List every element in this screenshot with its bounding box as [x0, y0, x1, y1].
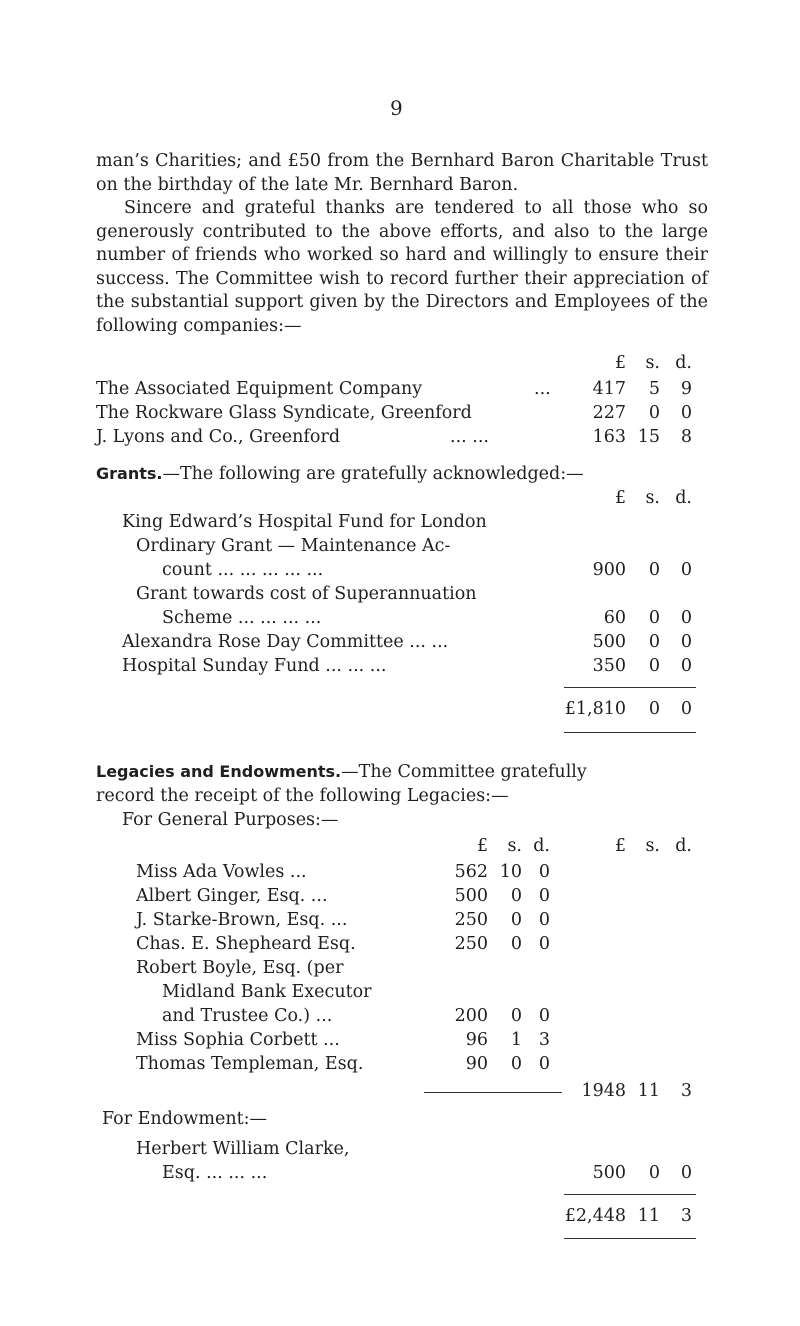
grant-pounds: 900	[592, 560, 626, 580]
grants-heading: Grants.	[96, 464, 163, 483]
legacy-pounds: 562	[454, 862, 488, 882]
page-number: 9	[390, 96, 403, 120]
legacy-pounds: 500	[454, 886, 488, 906]
legacies-total-rule-top	[564, 1194, 696, 1195]
company-shillings: 5	[648, 379, 660, 399]
header-shilling: s.	[645, 353, 660, 373]
header-pound: £	[476, 836, 488, 856]
legacy-pence: 0	[538, 862, 550, 882]
legacy-name-line2: Midland Bank Executor	[162, 982, 372, 1002]
grants-intro: —The following are gratefully acknowledged:—	[162, 464, 584, 484]
header-pence: d.	[675, 353, 692, 373]
endowment-pounds: 500	[592, 1163, 626, 1183]
company-pence: 0	[680, 403, 692, 423]
legacy-shillings: 0	[510, 886, 522, 906]
grant-shillings: 0	[648, 560, 660, 580]
legacy-pounds: 90	[465, 1054, 488, 1074]
grant-pounds: 60	[603, 608, 626, 628]
endowment-line: Esq. ... ... ...	[162, 1163, 268, 1183]
grants-heading-line	[96, 464, 584, 484]
grant-pounds: 500	[592, 632, 626, 652]
company-pounds: 417	[592, 379, 626, 399]
legacies-total-pounds: £2,448	[564, 1206, 626, 1226]
company-pounds: 163	[592, 427, 626, 447]
endowment-pence: 0	[680, 1163, 692, 1183]
legacies-heading-line	[96, 762, 587, 782]
legacies-total-shillings: 11	[637, 1206, 660, 1226]
legacies-total-rule-bottom	[564, 1238, 696, 1239]
legacy-pence: 0	[538, 1006, 550, 1026]
company-name: The Rockware Glass Syndicate, Greenford	[96, 403, 472, 423]
endowment-line: Herbert William Clarke,	[136, 1139, 350, 1159]
legacies-subtotal-pounds: 1948	[581, 1081, 626, 1101]
grant-line: Ordinary Grant — Maintenance Ac-	[136, 536, 451, 556]
company-pence: 8	[680, 427, 692, 447]
header-shilling: s.	[645, 488, 660, 508]
grant-line: count ... ... ... ... ...	[162, 560, 324, 580]
legacy-pence: 0	[538, 910, 550, 930]
grant-shillings: 0	[648, 632, 660, 652]
company-name: J. Lyons and Co., Greenford	[96, 427, 341, 447]
company-pence: 9	[680, 379, 692, 399]
legacy-pence: 0	[538, 1054, 550, 1074]
grant-line: Hospital Sunday Fund ... ... ...	[122, 656, 387, 676]
grants-total-pence: 0	[680, 699, 692, 719]
header-pence: d.	[675, 488, 692, 508]
legacies-intro: —The Committee gratefully	[341, 762, 587, 782]
grant-shillings: 0	[648, 608, 660, 628]
company-shillings: 15	[637, 427, 660, 447]
header-pound: £	[614, 836, 626, 856]
grants-total-shillings: 0	[648, 699, 660, 719]
intro-paragraph-2: Sincere and grateful thanks are tendered to all those who so generously contributed to the above efforts, and also to the large number of friends who worked so hard and willingly to ensure their success. The Committee wish to record further their appreciation of the substantial support given by the Directors and Employees of the following companies:—	[96, 198, 708, 336]
grant-line: Scheme ... ... ... ...	[162, 608, 322, 628]
legacy-name: Chas. E. Shepheard Esq.	[136, 934, 356, 954]
dot-leader: ... ...	[450, 427, 489, 447]
grant-pounds: 350	[592, 656, 626, 676]
dot-leader: ...	[534, 379, 551, 399]
legacy-shillings: 0	[510, 1054, 522, 1074]
legacy-shillings: 1	[510, 1030, 522, 1050]
grant-line: Alexandra Rose Day Committee ... ...	[122, 632, 449, 652]
legacy-name: J. Starke-Brown, Esq. ...	[136, 910, 348, 930]
legacies-total-pence: 3	[680, 1206, 692, 1226]
legacy-pence: 0	[538, 934, 550, 954]
grant-pence: 0	[680, 632, 692, 652]
legacy-shillings: 0	[510, 1006, 522, 1026]
legacy-name: Miss Sophia Corbett ...	[136, 1030, 340, 1050]
header-shilling: s.	[645, 836, 660, 856]
grants-total-pounds: £1,810	[564, 699, 626, 719]
legacy-name: Robert Boyle, Esq. (per	[136, 958, 344, 978]
legacy-pounds: 200	[454, 1006, 488, 1026]
header-pound: £	[614, 353, 626, 373]
legacy-pounds: 250	[454, 910, 488, 930]
grant-shillings: 0	[648, 656, 660, 676]
legacies-intro-2: record the receipt of the following Legacies:—	[96, 786, 509, 806]
legacy-pounds: 250	[454, 934, 488, 954]
general-purposes-heading: For General Purposes:—	[122, 810, 339, 830]
legacies-subtotal-shillings: 11	[637, 1081, 660, 1101]
header-pence: d.	[675, 836, 692, 856]
grant-pence: 0	[680, 560, 692, 580]
grant-line: King Edward’s Hospital Fund for London	[122, 512, 487, 532]
header-pence: d.	[533, 836, 550, 856]
company-shillings: 0	[648, 403, 660, 423]
legacies-heading: Legacies and Endowments.	[96, 762, 342, 781]
endowment-heading: For Endowment:—	[102, 1109, 268, 1129]
legacy-pence: 3	[538, 1030, 550, 1050]
company-pounds: 227	[592, 403, 626, 423]
grant-pence: 0	[680, 608, 692, 628]
legacy-name-line3: and Trustee Co.) ...	[162, 1006, 333, 1026]
header-pound: £	[614, 488, 626, 508]
grants-total-rule-top	[564, 687, 696, 688]
endowment-shillings: 0	[648, 1163, 660, 1183]
legacies-subtotal-pence: 3	[680, 1081, 692, 1101]
legacy-shillings: 0	[510, 910, 522, 930]
legacy-shillings: 0	[510, 934, 522, 954]
legacies-subtotal-rule	[424, 1092, 562, 1093]
legacy-shillings: 10	[499, 862, 522, 882]
legacy-name: Thomas Templeman, Esq.	[136, 1054, 364, 1074]
company-name: The Associated Equipment Company	[96, 379, 423, 399]
legacy-pence: 0	[538, 886, 550, 906]
grant-pence: 0	[680, 656, 692, 676]
grant-line: Grant towards cost of Superannuation	[136, 584, 477, 604]
legacy-name: Albert Ginger, Esq. ...	[136, 886, 328, 906]
legacy-pounds: 96	[465, 1030, 488, 1050]
header-shilling: s.	[507, 836, 522, 856]
grants-total-rule-bottom	[564, 732, 696, 733]
intro-paragraph-1: man’s Charities; and £50 from the Bernhard Baron Charitable Trust on the birthday of the late Mr. Bernhard Baron.	[96, 151, 708, 195]
legacy-name: Miss Ada Vowles ...	[136, 862, 307, 882]
